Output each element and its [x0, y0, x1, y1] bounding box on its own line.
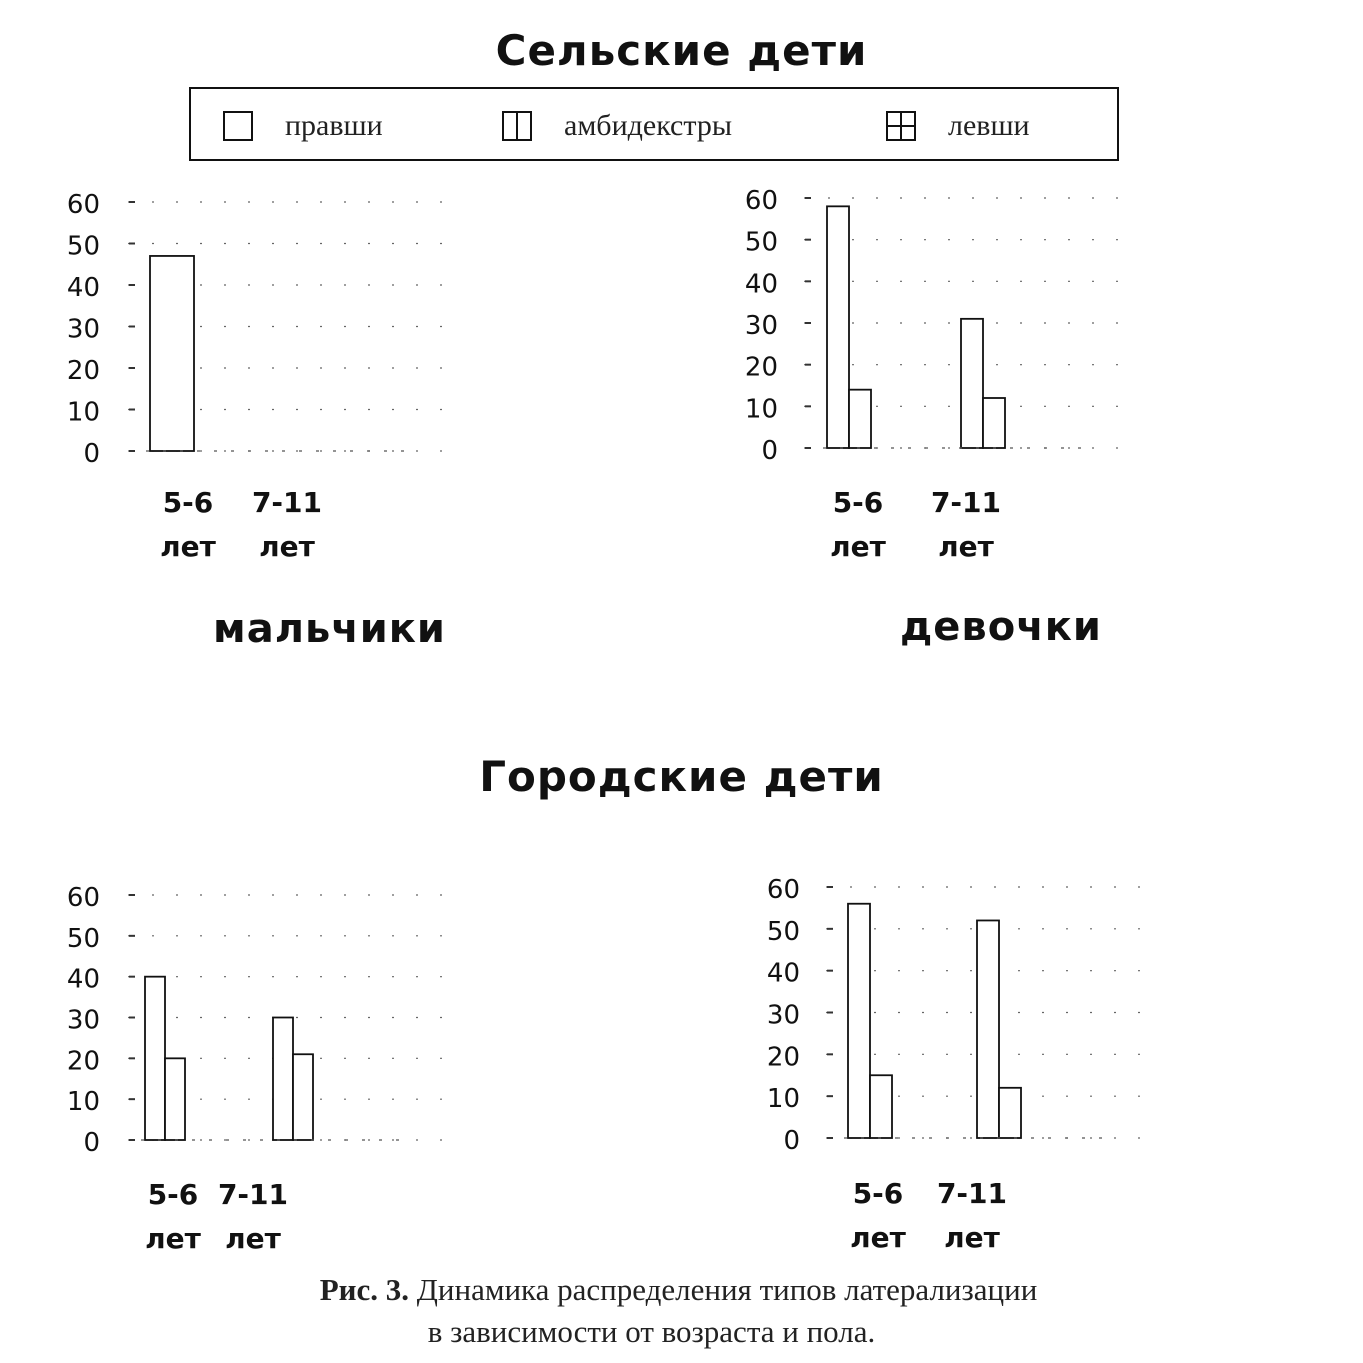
bar-ambidextrous: [293, 1054, 313, 1140]
y-tick-label: 60: [66, 883, 100, 913]
y-tick-label: 30: [66, 1005, 100, 1036]
bar-right-handed: [145, 977, 165, 1140]
y-tick-label: 60: [766, 875, 800, 905]
bar-right-handed: [961, 319, 983, 448]
legend-label-left-handed: левши: [948, 109, 1030, 142]
y-tick-label: 40: [66, 273, 100, 303]
bar-ambidextrous: [165, 1058, 185, 1140]
x-category-label: 7-11 лет: [217, 1178, 289, 1255]
figure-caption-line2: в зависимости от возраста и пола.: [427, 1314, 876, 1349]
y-tick-label: 0: [83, 1128, 100, 1158]
y-tick-label: 60: [66, 190, 100, 220]
x-category-label: 5-6 лет: [160, 486, 216, 563]
y-tick-label: 20: [744, 352, 778, 383]
y-tick-label: 10: [744, 394, 778, 425]
urban-section-title: Городские дети: [479, 752, 884, 801]
y-tick-label: 30: [766, 1000, 800, 1031]
y-tick-label: 50: [66, 923, 100, 954]
bar-ambidextrous: [849, 390, 871, 448]
y-tick-label: 10: [66, 397, 100, 428]
x-category-label: 5-6 лет: [850, 1177, 906, 1254]
bar-ambidextrous: [999, 1088, 1021, 1138]
boys-panel-label: мальчики: [213, 606, 446, 652]
bar-right-handed: [150, 256, 194, 451]
bar-ambidextrous: [983, 398, 1005, 448]
y-tick-label: 0: [783, 1126, 800, 1156]
y-tick-label: 20: [66, 356, 100, 386]
y-tick-label: 30: [744, 311, 778, 341]
y-tick-label: 20: [766, 1042, 800, 1073]
figure-caption-line1: [0, 1270, 1360, 1310]
figure-caption-label: Рис. 3.: [319, 1272, 410, 1307]
y-tick-label: 50: [766, 916, 800, 947]
y-tick-label: 40: [766, 958, 800, 989]
girls-panel-label: девочки: [900, 604, 1102, 650]
legend-label-right-handed: правши: [285, 109, 383, 142]
y-tick-label: 40: [66, 964, 100, 995]
y-tick-label: 60: [744, 186, 778, 216]
y-tick-label: 20: [66, 1046, 100, 1077]
y-tick-label: 10: [66, 1087, 100, 1118]
y-tick-label: 50: [66, 231, 100, 262]
bar-right-handed: [827, 206, 849, 448]
rural-section-title: Сельские дети: [495, 26, 868, 75]
x-category-label: 5-6 лет: [830, 486, 886, 563]
x-category-label: 7-11 лет: [936, 1177, 1008, 1254]
x-category-label: 7-11 лет: [251, 486, 323, 563]
y-tick-label: 0: [83, 439, 100, 469]
y-tick-label: 50: [744, 227, 778, 258]
bar-right-handed: [977, 920, 999, 1138]
y-tick-label: 0: [761, 436, 778, 466]
figure-caption-text: Динамика распределения типов латерализации: [416, 1272, 1038, 1307]
y-tick-label: 30: [66, 314, 100, 345]
x-category-label: 5-6 лет: [145, 1178, 201, 1255]
y-tick-label: 40: [744, 269, 778, 300]
bar-right-handed: [848, 904, 870, 1138]
y-tick-label: 10: [766, 1084, 800, 1115]
bar-ambidextrous: [870, 1075, 892, 1138]
x-category-label: 7-11 лет: [930, 486, 1002, 563]
bar-right-handed: [273, 1018, 293, 1141]
legend-label-ambidextrous: амбидекстры: [564, 109, 732, 142]
